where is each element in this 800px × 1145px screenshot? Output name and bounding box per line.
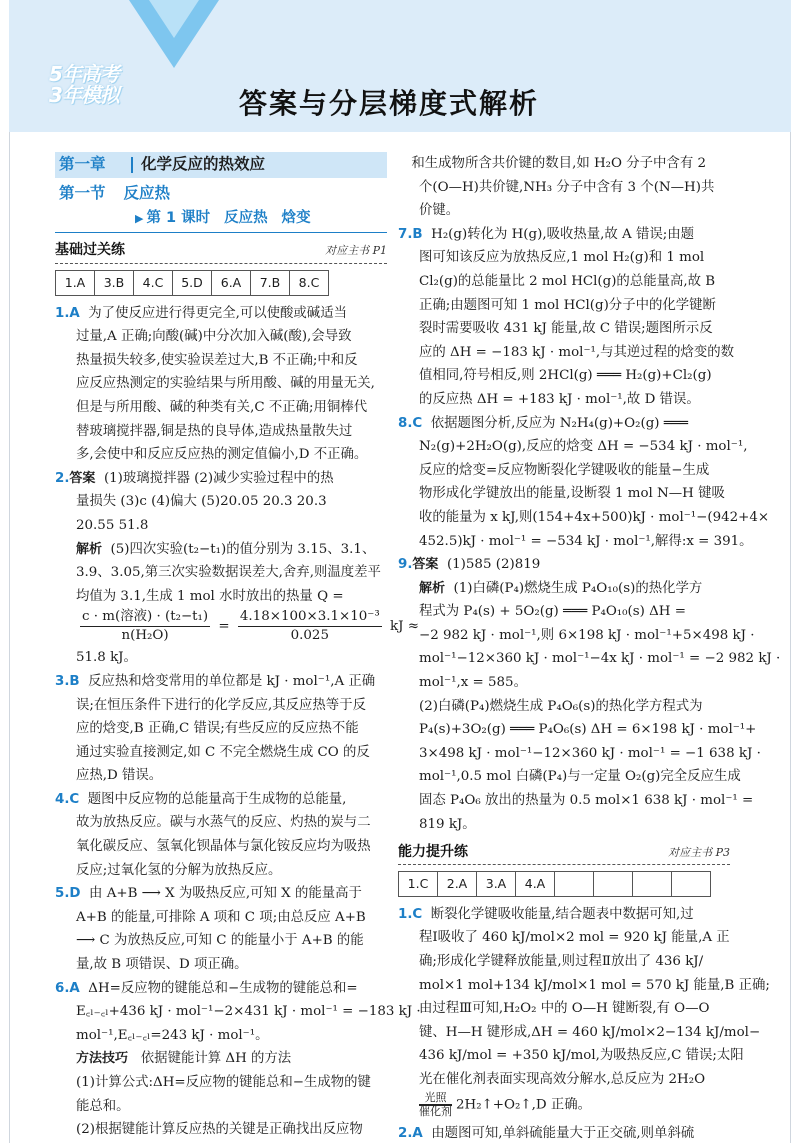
text-line: 解析 (1)白磷(P₄)燃烧生成 P₄O₁₀(s)的热化学方: [419, 580, 703, 596]
text-line: 图可知该反应为放热反应,1 mol H₂(g)和 1 mol: [419, 250, 705, 266]
section-label: 第一节: [59, 184, 106, 202]
text-line: 6.A ΔH=反应物的键能总和−生成物的键能总和=: [55, 980, 358, 996]
text-line: 4.C 题图中反应物的总能量高于生成物的总能量,: [55, 791, 347, 807]
right-column: [398, 152, 781, 1145]
answer-cell: [633, 872, 672, 897]
text-line: (2)白磷(P₄)燃烧生成 P₄O₆(s)的热化学方程式为: [419, 698, 703, 714]
text-line: 氧化碳反应、氢氧化钡晶体与氯化铵反应均为吸热: [76, 839, 371, 855]
text-line: mol⁻¹,x = 585。: [419, 675, 527, 691]
brand-logo: 5年高考 3年模拟: [49, 62, 119, 107]
text-line: 个(O—H)共价键,NH₃ 分子中含有 3 个(N—H)共: [419, 179, 715, 195]
text-line: 光在催化剂表面实现高效分解水,总反应为 2H₂O: [419, 1071, 706, 1087]
lesson-topic-2: 焓变: [281, 210, 311, 226]
section-heading: [55, 180, 387, 206]
text-line: 确;形成化学键释放能量,则过程Ⅱ放出了 436 kJ/: [419, 954, 704, 969]
text-line: 452.5)kJ · mol⁻¹ = −534 kJ · mol⁻¹,解得:x = 391。: [419, 533, 753, 549]
text-line: 多,会使中和反应反应热的测定值偏小,D 不正确。: [76, 447, 368, 463]
text-line: 应的焓变,B 正确,C 错误;有些反应的反应热不能: [76, 721, 359, 737]
text-line: mol⁻¹,E꜀ₗ₋꜀ₗ=243 kJ · mol⁻¹。: [76, 1027, 269, 1043]
text-line: 3.9、3.05,第三次实验数据误差大,舍弃,则温度差平: [76, 565, 381, 581]
reaction-arrow: 光照 催化剂: [419, 1090, 452, 1118]
text-line: 故为放热反应。碳与水蒸气的反应、灼热的炭与二: [76, 815, 371, 831]
text-line: 和生成物所含共价键的数目,如 H₂O 分子中含有 2: [411, 156, 706, 171]
text-line: 误;在恒压条件下进行的化学反应,其反应热等于反: [76, 697, 366, 713]
chapter-title: 化学反应的热效应: [141, 155, 266, 174]
text-line: 1.A 为了使反应进行得更完全,可以使酸或碱适当: [55, 305, 347, 321]
formula-line: $\frac{\text{c · m(溶液) · (t₂−t₁)}}{\text{n(H₂O)}}$ = $\frac{\text{4.18×100×3.1×10⁻³}}{0.025}$ kJ ≈: [82, 609, 419, 644]
text-line: 解析 (5)四次实验(t₂−t₁)的值分别为 3.15、3.1、: [76, 541, 376, 557]
answer-cell: 5.D: [173, 271, 212, 296]
text-line: 程Ⅰ吸收了 460 kJ/mol×2 mol = 920 kJ 能量,A 正: [419, 930, 730, 946]
text-line: 1.C 断裂化学键吸收能量,结合题表中数据可知,过: [398, 906, 694, 922]
text-line: P₄(s)+3O₂(g) ═══ P₄O₆(s) ΔH = 6×198 kJ · mol⁻¹+: [419, 722, 757, 738]
text-line: 2.A 由题图可知,单斜硫能量大于正交硫,则单斜硫: [398, 1125, 695, 1141]
answer-cell: 8.C: [290, 271, 329, 296]
answer-cell: 2.A: [438, 872, 477, 897]
answer-cell: 4.A: [516, 872, 555, 897]
text-line: mol⁻¹−12×360 kJ · mol⁻¹−4x kJ · mol⁻¹ = −2 982 kJ ·: [419, 651, 781, 667]
text-line: mol⁻¹,0.5 mol 白磷(P₄)与一定量 O₂(g)完全反应生成: [419, 769, 741, 785]
text-line: 但是与所用酸、碱的种类有关,C 不正确;用铜棒代: [76, 399, 368, 415]
page-title: 答案与分层梯度式解析: [239, 87, 540, 120]
answer-cell: 1.A: [56, 271, 95, 296]
lesson-marker-icon: ▶: [135, 212, 144, 225]
ability-practice-heading: [398, 840, 730, 865]
text-line: 价键。: [419, 203, 460, 219]
text-line: 均值为 3.1,生成 1 mol 水时放出的热量 Q =: [76, 588, 344, 604]
text-line: 反应的焓变=反应物断裂化学键吸收的能量−生成: [419, 462, 710, 478]
answer-cell: 3.A: [477, 872, 516, 897]
answer-cell: [672, 872, 711, 897]
text-line: 替玻璃搅拌器,铜是热的良导体,造成热量散失过: [76, 423, 353, 439]
text-line: 9.答案 (1)585 (2)819: [398, 557, 541, 573]
lesson-heading: [55, 206, 387, 233]
section-title: 反应热: [123, 184, 171, 202]
chapter-bar: [55, 152, 387, 178]
text-line: N₂(g)+2H₂O(g),反应的焓变 ΔH = −534 kJ · mol⁻¹,: [419, 439, 748, 455]
text-line: 方法技巧 依据键能计算 ΔH 的方法: [76, 1051, 292, 1067]
basic-practice-ref: 对应主书 P1: [325, 244, 387, 258]
text-line: 固态 P₄O₆ 放出的热量为 0.5 mol×1 638 kJ · mol⁻¹ =: [419, 793, 754, 809]
text-line: 过量,A 正确;向酸(碱)中分次加入碱(酸),会导致: [76, 329, 352, 345]
reaction-line: 光照 催化剂 2H₂↑+O₂↑,D 正确。: [419, 1090, 591, 1118]
text-line: 应的 ΔH = −183 kJ · mol⁻¹,与其逆过程的焓变的数: [419, 344, 735, 360]
text-line: 通过实验直接测定,如 C 不完全燃烧生成 CO 的反: [76, 744, 370, 760]
text-line: 反应;过氧化氢的分解为放热反应。: [76, 862, 282, 878]
lesson-topic-1: 反应热: [224, 210, 268, 226]
text-line: 值相同,符号相反,则 2HCl(g) ═══ H₂(g)+Cl₂(g): [419, 368, 712, 384]
chapter-label: 第一章: [59, 155, 106, 174]
answer-cell: 4.C: [134, 271, 173, 296]
text-line: 收的能量为 x kJ,则(154+4x+500)kJ · mol⁻¹−(942+4×: [419, 509, 770, 525]
answer-cell: 1.C: [399, 872, 438, 897]
text-line: 3×498 kJ · mol⁻¹−12×360 kJ · mol⁻¹ = −1 638 kJ ·: [419, 745, 761, 761]
text-line: (2)根据键能计算反应热的关键是正确找出反应物: [76, 1122, 363, 1138]
text-line: 的反应热 ΔH = +183 kJ · mol⁻¹,故 D 错误。: [419, 391, 700, 407]
text-line: 5.D 由 A+B ⟶ X 为吸热反应,可知 X 的能量高于: [55, 886, 362, 902]
text-line: 436 kJ/mol = +350 kJ/mol,为吸热反应,C 错误;太阳: [419, 1048, 744, 1064]
text-line: 3.B 反应热和焓变常用的单位都是 kJ · mol⁻¹,A 正确: [55, 673, 376, 689]
fraction: $\frac{\text{4.18×100×3.1×10⁻³}}{0.025}$: [239, 609, 380, 644]
chapter-divider: [131, 157, 133, 173]
header-decoration-inner: [149, 0, 199, 38]
text-line: 裂时需要吸收 431 kJ 能量,故 C 错误;题图所示反: [419, 321, 713, 337]
text-line: 7.B H₂(g)转化为 H(g),吸收热量,故 A 错误;由题: [398, 226, 695, 242]
answer-cell: [594, 872, 633, 897]
text-line: 51.8 kJ。: [76, 650, 137, 666]
basic-answer-table: [55, 270, 329, 296]
answer-cell: 3.B: [95, 271, 134, 296]
text-line: 物形成化学键放出的能量,设断裂 1 mol N—H 键吸: [419, 486, 725, 502]
text-line: 程式为 P₄(s) + 5O₂(g) ═══ P₄O₁₀(s) ΔH =: [419, 604, 686, 620]
text-line: (1)计算公式:ΔH=反应物的键能总和−生成物的键: [76, 1075, 371, 1090]
text-line: 量损失 (3)c (4)偏大 (5)20.05 20.3 20.3: [76, 494, 327, 510]
ability-practice-title: 能力提升练: [398, 843, 468, 860]
ability-practice-ref: 对应主书 P3: [668, 845, 730, 859]
text-line: 量,故 B 项错误、D 项正确。: [76, 957, 248, 973]
text-line: Cl₂(g)的总能量比 2 mol HCl(g)的总能量高,故 B: [419, 273, 716, 289]
answer-cell: 6.A: [212, 271, 251, 296]
text-line: E꜀ₗ₋꜀ₗ+436 kJ · mol⁻¹−2×431 kJ · mol⁻¹ = −183 kJ ·: [76, 1004, 421, 1020]
answer-cell: [555, 872, 594, 897]
text-line: 能总和。: [76, 1098, 130, 1114]
text-line: 由过程Ⅲ可知,H₂O₂ 中的 O—H 键断裂,有 O—O: [419, 1001, 710, 1017]
lesson-label: 第 1 课时: [146, 210, 211, 226]
text-line: 键、H—H 键形成,ΔH = 460 kJ/mol×2−134 kJ/mol−: [419, 1024, 761, 1040]
ability-answer-table: [398, 871, 711, 897]
text-line: 819 kJ。: [419, 816, 476, 832]
text-line: 正确;由题图可知 1 mol HCl(g)分子中的化学键断: [419, 297, 716, 313]
text-line: 热量损失较多,使实验误差过大,B 不正确;中和反: [76, 352, 358, 368]
text-line: 应反应热测定的实验结果与所用酸、碱的用量无关,: [76, 376, 375, 392]
basic-practice-heading: [55, 239, 387, 264]
text-line: ⟶ C 为放热反应,可知 C 的能量小于 A+B 的能: [76, 933, 364, 949]
text-line: A+B 的能量,可排除 A 项和 C 项;由总反应 A+B: [76, 909, 366, 925]
text-line: 应热,D 错误。: [76, 768, 163, 784]
basic-practice-title: 基础过关练: [55, 242, 125, 259]
text-line: 8.C 依据题图分析,反应为 N₂H₄(g)+O₂(g) ═══: [398, 415, 688, 431]
text-line: 2.答案 (1)玻璃搅拌器 (2)减少实验过程中的热: [55, 470, 334, 486]
answer-cell: 7.B: [251, 271, 290, 296]
text-line: 20.55 51.8: [76, 517, 149, 533]
page-header: [9, 0, 791, 132]
fraction: $\frac{\text{c · m(溶液) · (t₂−t₁)}}{\text{n(H₂O)}}$: [82, 609, 209, 644]
text-line: −2 982 kJ · mol⁻¹,则 6×198 kJ · mol⁻¹+5×498 kJ ·: [419, 627, 755, 643]
text-line: mol×1 mol+134 kJ/mol×1 mol = 570 kJ 能量,B 正确;: [419, 977, 770, 993]
